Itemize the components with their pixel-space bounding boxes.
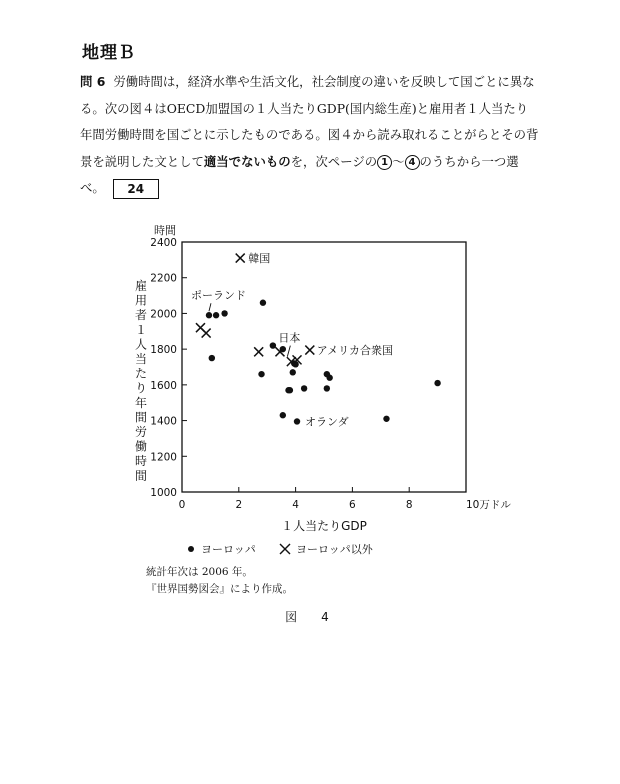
- europe-point: [383, 416, 389, 422]
- point-label: オランダ: [305, 415, 349, 429]
- x-tick-label: 0: [178, 499, 186, 511]
- point-label: 韓国: [248, 252, 271, 266]
- europe-point: [434, 380, 440, 386]
- y-tick-label: 1600: [150, 379, 177, 392]
- legend-europe: ヨーロッパ: [201, 543, 256, 556]
- figure-notes: [146, 564, 293, 598]
- question-end: のうちから一つ選べ。: [80, 153, 519, 195]
- europe-point: [209, 355, 215, 361]
- x-tick-label: 6: [349, 499, 356, 511]
- plot-frame: [182, 242, 466, 492]
- point-label: ポーランド: [190, 289, 246, 303]
- x-ticks: [179, 487, 413, 511]
- non-europe-point: [202, 329, 211, 338]
- legend-dot-marker: [188, 546, 194, 552]
- figure-caption: 図 4: [285, 610, 335, 624]
- europe-point: [260, 300, 266, 306]
- question-number: 問 6: [80, 74, 106, 89]
- non-europe-point: [305, 346, 314, 355]
- answer-box: 24: [113, 179, 159, 199]
- note-year: 統計年次は 2006 年。: [146, 566, 253, 578]
- emphasis-text: 適当でないもの: [203, 153, 291, 169]
- choice-last-mark: 4: [405, 155, 420, 170]
- x-tick-label: 2: [235, 499, 243, 511]
- europe-point: [280, 412, 286, 418]
- x-tick-label: 8: [405, 499, 413, 511]
- europe-point: [294, 418, 300, 424]
- legend: [188, 542, 374, 556]
- y-axis-label: 雇用者１人当たり年間労働時間: [135, 279, 148, 483]
- x-axis-unit: 10万ドル: [466, 499, 511, 511]
- data-points: [196, 254, 441, 425]
- point-label: アメリカ合衆国: [316, 344, 394, 358]
- europe-point: [258, 371, 264, 377]
- europe-point: [206, 312, 212, 318]
- legend-cross-marker: [280, 544, 290, 554]
- range-mark: ～: [392, 153, 405, 169]
- legend-non-europe: ヨーロッパ以外: [296, 543, 373, 556]
- europe-point: [221, 310, 227, 316]
- y-tick-label: 1400: [150, 415, 177, 428]
- label-leader-line: [287, 346, 290, 357]
- europe-point: [326, 375, 332, 381]
- europe-point: [301, 385, 307, 391]
- y-tick-label: 2400: [150, 237, 177, 249]
- europe-point: [213, 312, 219, 318]
- europe-point: [287, 387, 293, 393]
- europe-point: [324, 385, 330, 391]
- point-labels: [191, 251, 393, 428]
- y-tick-label: 1200: [150, 451, 177, 464]
- label-leader-line: [209, 303, 211, 311]
- europe-point: [290, 369, 296, 375]
- y-tick-label: 2200: [150, 272, 177, 285]
- question-body-2: を，次ページの: [290, 153, 378, 169]
- point-label: 日本: [278, 331, 301, 345]
- x-axis-label: １人当たりGDP: [281, 519, 367, 533]
- question-body: 労働時間は，経済水準や生活文化，社会制度の違いを反映して国ごとに異なる。次の図４はOECD加盟国の１人当たりGDP(国内総生産)と雇用者１人当たり年間労働時間を国ごとに示したものである。図４から読み取れることがらとその背景を説明した文として: [80, 74, 539, 169]
- subject-heading: 地理Ｂ: [82, 43, 136, 63]
- choice-first-mark: 1: [377, 155, 392, 170]
- y-tick-label: 2000: [150, 308, 177, 321]
- non-europe-point: [254, 347, 263, 356]
- y-tick-label: 1000: [150, 487, 177, 499]
- note-source: 『世界国勢図会』により作成。: [146, 583, 293, 595]
- y-axis-unit: 時間: [154, 224, 176, 237]
- x-tick-label: 4: [292, 499, 299, 511]
- non-europe-point: [236, 254, 245, 263]
- y-tick-label: 1800: [150, 344, 177, 357]
